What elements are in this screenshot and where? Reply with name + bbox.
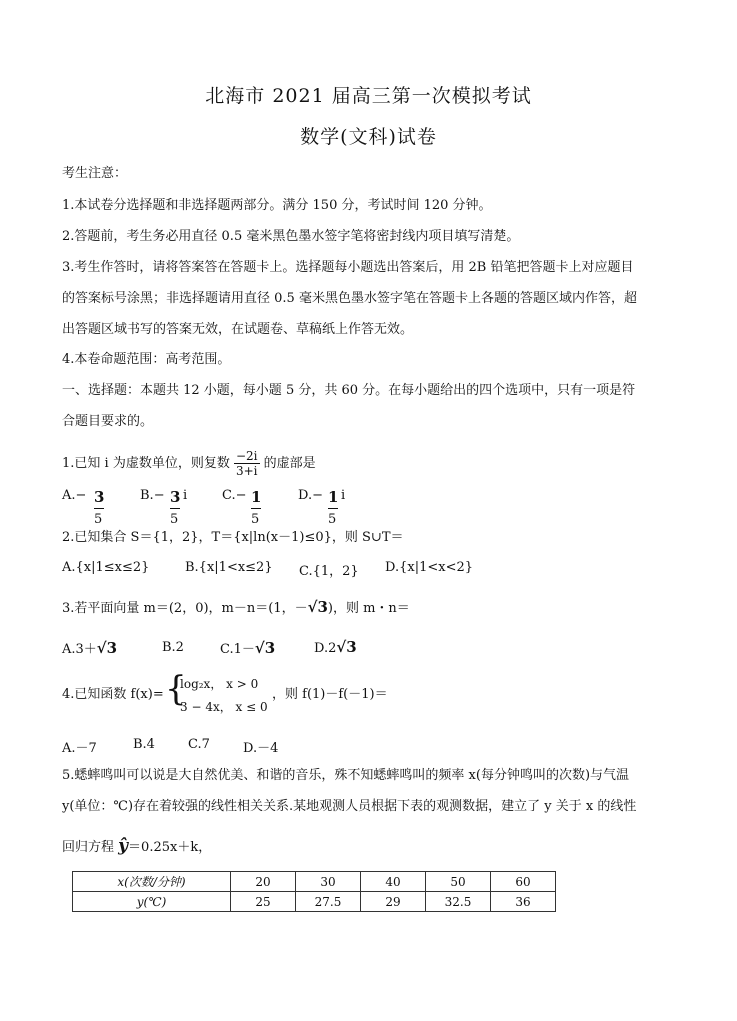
option-numerator: 3 — [170, 488, 181, 506]
question-4-stem-prefix: 4.已知函数 f(x)= — [62, 687, 164, 702]
option-text: A.3＋ — [62, 642, 97, 657]
piecewise-brace: { — [165, 669, 187, 709]
question-1-option-b — [140, 488, 165, 503]
option-label: B. — [140, 488, 154, 503]
table-row-label: y(℃) — [73, 892, 231, 912]
question-1-option-a — [62, 488, 86, 503]
question-5-line-3-text: 回归方程 — [62, 840, 115, 855]
section-1-line-2: 合题目要求的。 — [62, 414, 154, 429]
table-row-label: x(次数/分钟) — [73, 872, 231, 892]
fraction-bar — [251, 508, 261, 509]
fraction-numerator: −2i — [235, 449, 258, 463]
table-cell: 36 — [491, 892, 556, 912]
notice-item-3-line-2: 的答案标号涂黑；非选择题请用直径 0.5 毫米黑色墨水签字笔在答题卡上各题的答题区域内作答，超 — [62, 291, 637, 306]
question-1-option-d-suffix: i — [341, 488, 346, 503]
fraction-denominator: 3+i — [235, 464, 258, 478]
question-1-stem-tail: 的虚部是 — [263, 456, 316, 471]
option-sign: − — [153, 488, 165, 503]
question-1-stem-text: 1.已知 i 为虚数单位，则复数 — [62, 456, 230, 471]
question-2-stem: 2.已知集合 S＝{1，2}，T＝{x|ln(x－1)≤0}，则 S∪T＝ — [62, 530, 404, 545]
question-5-line-2: y(单位：℃)存在着较强的线性相关关系.某地观测人员根据下表的观测数据，建立了 y 关于 x 的线性 — [62, 799, 637, 814]
option-text: C.1－ — [220, 642, 255, 657]
table-cell: 29 — [361, 892, 426, 912]
option-numerator: 1 — [251, 488, 262, 506]
table-cell: 32.5 — [426, 892, 491, 912]
question-3-option-c — [220, 638, 275, 657]
question-5-line-3-tail: ＝0.25x＋k， — [128, 840, 212, 855]
option-denominator: 5 — [251, 512, 260, 527]
question-2-option-d: D.{x|1<x<2} — [385, 560, 474, 575]
option-sign: − — [312, 488, 323, 503]
sqrt-three: √3 — [307, 598, 328, 616]
question-1-option-c — [222, 488, 247, 503]
notice-item-2: 2.答题前，考生务必用直径 0.5 毫米黑色墨水签字笔将密封线内项目填写清楚。 — [62, 229, 520, 244]
question-1-fraction — [234, 449, 260, 478]
question-5-line-3 — [62, 838, 211, 856]
question-3-stem-text: 3.若平面向量 m＝(2，0)，m－n＝(1，－ — [62, 601, 308, 616]
question-4-case-2: 3 − 4x， x ≤ 0 — [180, 700, 268, 714]
question-1-option-d — [298, 488, 323, 503]
notice-item-3-line-1: 3.考生作答时，请将答案答在答题卡上。选择题每小题选出答案后，用 2B 铅笔把答题卡上对应题目 — [62, 260, 634, 275]
option-label: A. — [62, 488, 76, 503]
option-label: C. — [222, 488, 236, 503]
section-1-line-1: 一、选择题：本题共 12 小题，每小题 5 分，共 60 分。在每小题给出的四个选项中，只有一项是符 — [62, 383, 636, 398]
y-hat-symbol: ŷ — [118, 836, 129, 856]
option-denominator: 5 — [94, 512, 103, 527]
question-3-stem-tail: )，则 m・n＝ — [327, 601, 410, 616]
sqrt-three: √3 — [336, 638, 357, 656]
question-5-line-1: 5.蟋蟀鸣叫可以说是大自然优美、和谐的音乐，殊不知蟋蟀鸣叫的频率 x(每分钟鸣叫的次数)与气温 — [62, 768, 630, 783]
table-cell: 27.5 — [296, 892, 361, 912]
notice-item-1: 1.本试卷分选择题和非选择题两部分。满分 150 分，考试时间 120 分钟。 — [62, 198, 492, 213]
table-cell: 50 — [426, 872, 491, 892]
sqrt-three: √3 — [254, 639, 276, 657]
question-3-option-a — [62, 638, 117, 657]
question-4-option-b: B.4 — [133, 737, 155, 752]
option-label: D. — [298, 488, 313, 503]
question-1-stem — [62, 449, 316, 478]
fraction-bar — [328, 508, 338, 509]
question-2-option-b: B.{x|1<x≤2} — [185, 560, 273, 575]
question-1-option-b-suffix: i — [183, 488, 188, 503]
question-3-option-d — [314, 638, 357, 656]
table-cell: 40 — [361, 872, 426, 892]
question-4-option-a: A.－7 — [62, 741, 97, 756]
question-3-option-b: B.2 — [162, 640, 184, 655]
question-4-stem-tail: ，则 f(1)－f(－1)＝ — [272, 687, 388, 702]
option-numerator: 3 — [94, 488, 105, 506]
page-title: 北海市 2021 届高三第一次模拟考试 — [205, 85, 532, 107]
table-cell: 60 — [491, 872, 556, 892]
notice-item-3-line-3: 出答题区域书写的答案无效，在试题卷、草稿纸上作答无效。 — [62, 322, 414, 337]
notice-heading: 考生注意： — [62, 166, 128, 181]
table-cell: 30 — [296, 872, 361, 892]
option-denominator: 5 — [328, 512, 337, 527]
fraction-bar — [94, 508, 104, 509]
table-cell: 20 — [231, 872, 296, 892]
table-row — [73, 892, 556, 912]
table-cell: 25 — [231, 892, 296, 912]
fraction-bar — [170, 508, 180, 509]
question-4-option-d: D.－4 — [243, 741, 279, 756]
question-4-case-1: log₂x， x > 0 — [180, 677, 259, 691]
option-denominator: 5 — [170, 512, 179, 527]
option-numerator: 1 — [328, 488, 339, 506]
question-2-option-a: A.{x|1≤x≤2} — [62, 560, 150, 575]
question-2-option-c: C.{1，2} — [299, 564, 359, 579]
notice-item-4: 4.本卷命题范围：高考范围。 — [62, 352, 231, 367]
observation-table — [72, 871, 556, 912]
option-sign: − — [235, 488, 247, 503]
option-sign: − — [75, 488, 87, 503]
question-3-stem — [62, 599, 410, 617]
question-4-option-c: C.7 — [188, 737, 210, 752]
page-subtitle: 数学(文科)试卷 — [300, 126, 437, 148]
table-row — [73, 872, 556, 892]
sqrt-three: √3 — [96, 639, 118, 657]
option-text: D.2 — [314, 641, 337, 656]
